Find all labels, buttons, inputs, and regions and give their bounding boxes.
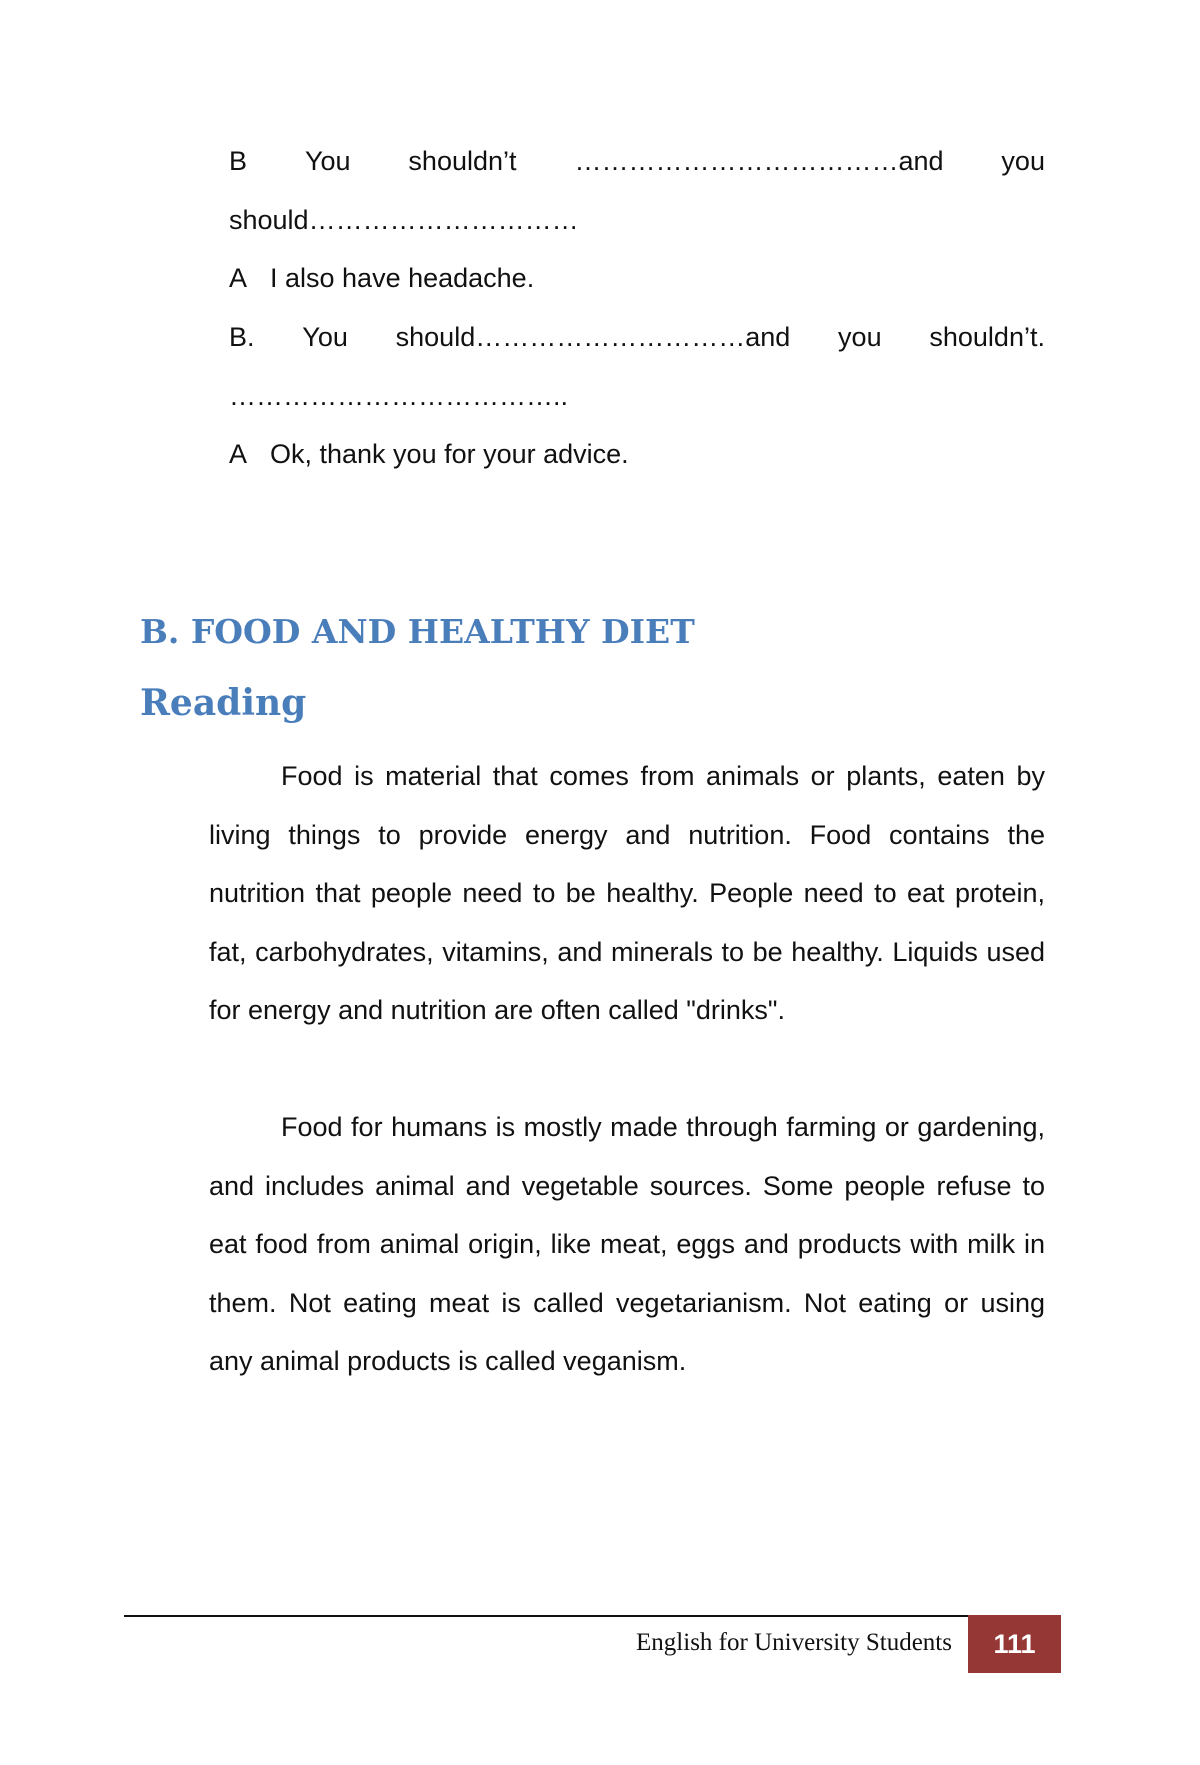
footer-divider — [124, 1615, 970, 1617]
dialog-word: You — [302, 322, 348, 352]
dialog-text: Ok, thank you for your advice. — [270, 439, 629, 469]
speaker-label: B. — [229, 322, 255, 352]
dialog-word: shouldn’t. — [929, 322, 1045, 352]
speaker-label: B — [229, 146, 248, 176]
dialog-line-b-1 — [229, 143, 1045, 179]
page-number: 111 — [968, 1615, 1061, 1673]
dialog-line-a-2 — [229, 436, 1045, 472]
dialog-line-b-2 — [229, 319, 1045, 355]
dialog-line-a-1 — [229, 260, 1045, 296]
dialog-line-b-1-cont — [229, 202, 1045, 238]
dialog-text: should………………………… — [229, 205, 579, 235]
dialog-word: you — [838, 322, 882, 352]
speaker-label: A — [229, 263, 248, 293]
dialog-word: should…………………………and — [395, 322, 791, 352]
reading-paragraph-2: Food for humans is mostly made through farming or gardening, and includes animal and vegetable sources. Some people refuse to eat food from animal origin, like meat, eggs and products with milk in them. Not eating meat is called vegetarianism. Not eating or using any animal products is called veganism. — [209, 1112, 1045, 1376]
dialog-word: you — [1001, 146, 1045, 176]
speaker-label: A — [229, 439, 248, 469]
dialog-word: You — [304, 146, 351, 176]
section-title: B. FOOD AND HEALTHY DIET — [140, 612, 695, 651]
dialog-line-b-2-cont — [229, 378, 1045, 414]
footer-book-title: English for University Students — [636, 1629, 952, 1656]
reading-heading: Reading — [140, 682, 307, 724]
reading-paragraph-1: Food is material that comes from animals or plants, eaten by living things to provide energy and nutrition. Food contains the nutrition that people need to be healthy. People need to eat protein, fat, carbohydrates, vitamins, and minerals to be healthy. Liquids used for energy and nutrition are often called "drinks". — [209, 761, 1045, 1025]
dialog-word: ………………………………and — [574, 146, 944, 176]
dialog-text: ……………………………….. — [229, 381, 569, 411]
dialog-word: shouldn’t — [408, 146, 517, 176]
dialog-text: I also have headache. — [270, 263, 535, 293]
